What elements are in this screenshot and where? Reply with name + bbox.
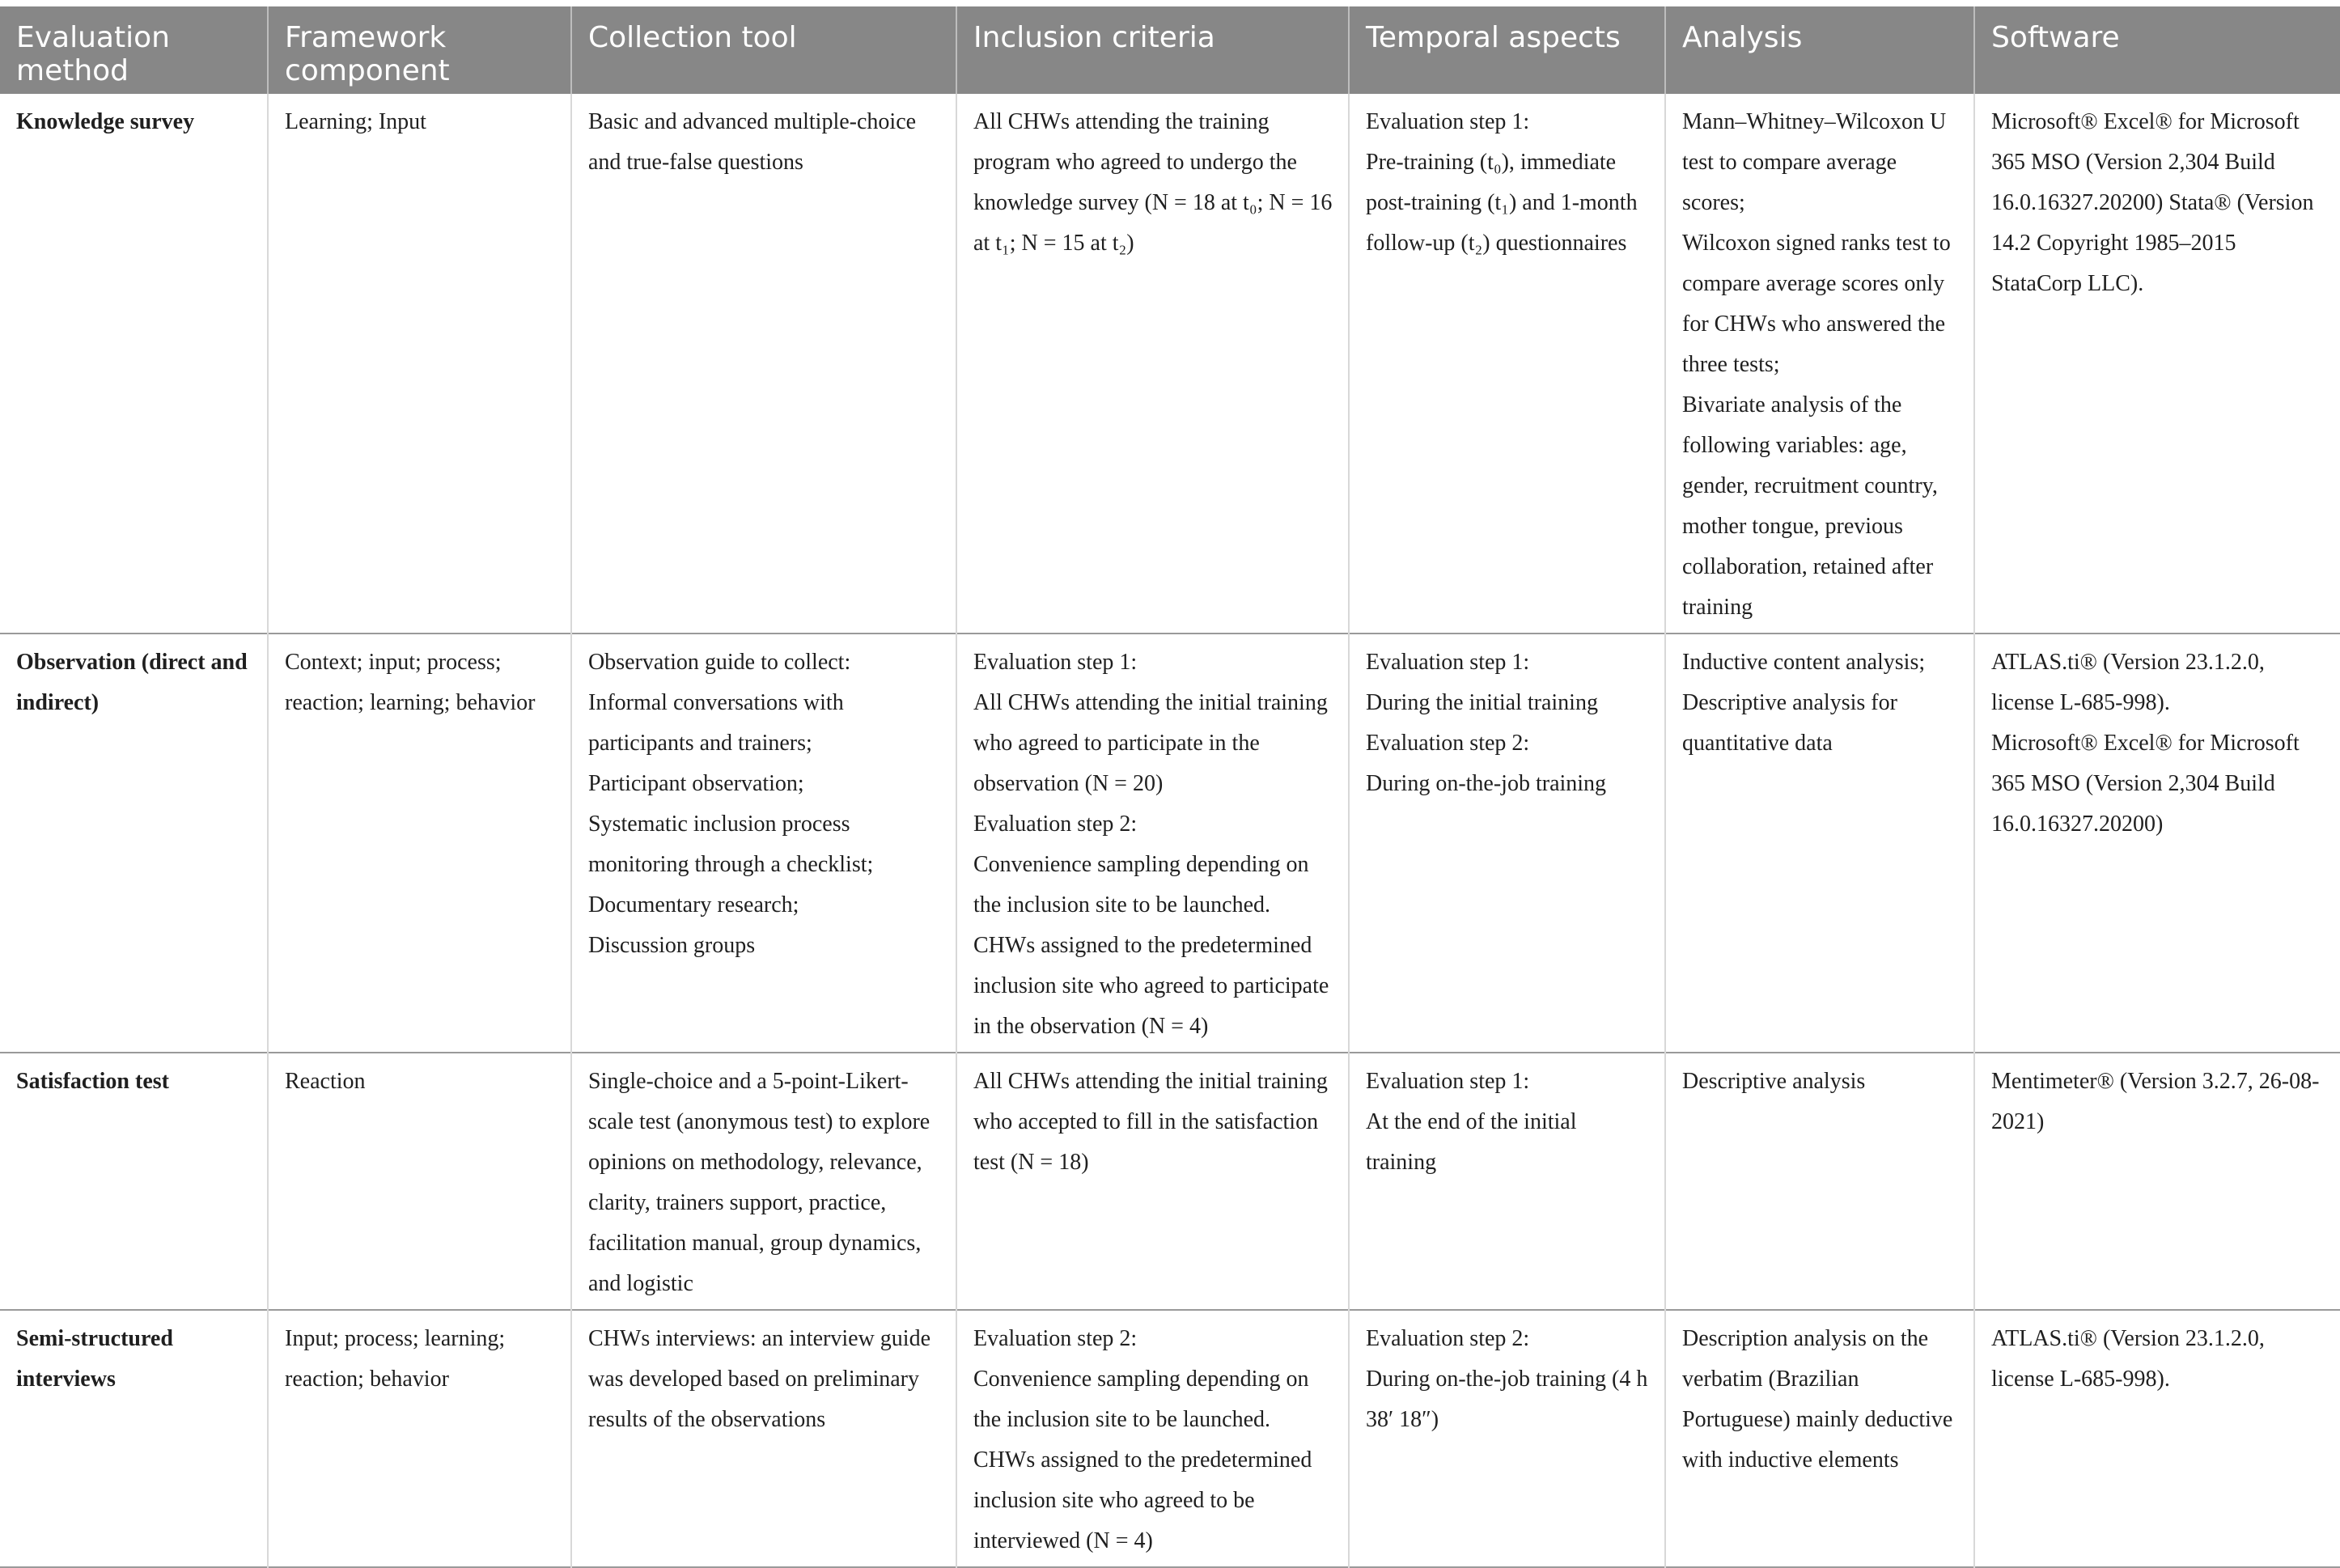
cell-criteria	[956, 634, 1349, 1053]
cell-criteria	[956, 1310, 1349, 1567]
header-software: Software	[1974, 6, 2340, 94]
cell-analysis	[1665, 634, 1974, 1053]
temporal-line: Evaluation step 2:	[1366, 731, 1530, 756]
cell-software	[1974, 1310, 2340, 1567]
cell-method: Knowledge survey	[0, 94, 268, 634]
criteria-line: Convenience sampling depending on the inclusion site to be launched.	[973, 852, 1309, 917]
analysis-line: Bivariate analysis of the following variables: age, gender, recruitment country, mother tongue, previous collaboration, retained after training	[1682, 392, 1938, 620]
cell-method: Observation (direct and indirect)	[0, 634, 268, 1053]
table-body	[0, 94, 2340, 1567]
table-row	[0, 1310, 2340, 1567]
header-evaluation-method: Evaluation method	[0, 6, 268, 94]
cell-tool	[571, 634, 956, 1053]
header-framework-component: Framework component	[268, 6, 571, 94]
tool-line: Informal conversations with participants and trainers;	[588, 690, 844, 756]
software-line: Mentimeter® (Version 3.2.7, 26-08-2021)	[1991, 1069, 2320, 1134]
cell-tool	[571, 1310, 956, 1567]
cell-method: Semi-structured interviews	[0, 1310, 268, 1567]
cell-analysis	[1665, 94, 1974, 634]
tool-line: Basic and advanced multiple-choice and true-false questions	[588, 109, 917, 175]
header-collection-tool: Collection tool	[571, 6, 956, 94]
temporal-line: Evaluation step 1:	[1366, 109, 1530, 134]
cell-tool	[571, 94, 956, 634]
cell-temporal	[1349, 1053, 1665, 1310]
temporal-line: Evaluation step 1:	[1366, 650, 1530, 675]
cell-method: Satisfaction test	[0, 1053, 268, 1310]
cell-component: Context; input; process; reaction; learning; behavior	[268, 634, 571, 1053]
temporal-line: Pre-training (t₀), immediate post-training (t₁) and 1-month follow-up (t₂) questionnaires	[1366, 150, 1638, 256]
cell-component: Learning; Input	[268, 94, 571, 634]
table-row	[0, 94, 2340, 634]
cell-software	[1974, 634, 2340, 1053]
analysis-line: Descriptive analysis for quantitative data	[1682, 690, 1897, 756]
cell-component: Input; process; learning; reaction; behavior	[268, 1310, 571, 1567]
tool-line: Observation guide to collect:	[588, 650, 851, 675]
temporal-line: During on-the-job training	[1366, 771, 1607, 796]
temporal-line: During on-the-job training (4 h 38′ 18″)	[1366, 1367, 1648, 1432]
criteria-line: CHWs assigned to the predetermined inclusion site who agreed to participate in the observation (N = 4)	[973, 933, 1329, 1039]
analysis-line: Inductive content analysis;	[1682, 650, 1926, 675]
temporal-line: Evaluation step 1:	[1366, 1069, 1530, 1094]
criteria-line: All CHWs attending the training program who agreed to undergo the knowledge survey (N = 18 at t₀; N = 16 at t₁; N = 15 at t₂)	[973, 109, 1333, 256]
cell-temporal	[1349, 94, 1665, 634]
cell-temporal	[1349, 1310, 1665, 1567]
analysis-line: Descriptive analysis	[1682, 1069, 1866, 1094]
tool-line: Single-choice and a 5-point-Likert-scale test (anonymous test) to explore opinions on methodology, relevance, clarity, trainers support, practice, facilitation manual, group dynamics, and logistic	[588, 1069, 930, 1296]
software-line: ATLAS.ti® (Version 23.1.2.0, license L-685-998).	[1991, 1326, 2265, 1392]
temporal-line: At the end of the initial training	[1366, 1109, 1577, 1175]
criteria-line: Evaluation step 2:	[973, 1326, 1138, 1351]
table-row	[0, 1053, 2340, 1310]
evaluation-methods-table	[0, 6, 2340, 1568]
software-line: ATLAS.ti® (Version 23.1.2.0, license L-685-998).	[1991, 650, 2265, 715]
tool-line: Participant observation;	[588, 771, 804, 796]
tool-line: CHWs interviews: an interview guide was developed based on preliminary results of the observations	[588, 1326, 931, 1432]
cell-criteria	[956, 1053, 1349, 1310]
analysis-line: Mann–Whitney–Wilcoxon U test to compare average scores;	[1682, 109, 1947, 215]
software-line: Microsoft® Excel® for Microsoft 365 MSO (Version 2,304 Build 16.0.16327.20200)	[1991, 731, 2300, 837]
header-temporal-aspects: Temporal aspects	[1349, 6, 1665, 94]
criteria-line: All CHWs attending the initial training who agreed to participate in the observation (N = 20)	[973, 690, 1328, 796]
criteria-line: CHWs assigned to the predetermined inclusion site who agreed to be interviewed (N = 4)	[973, 1447, 1312, 1553]
tool-line: Systematic inclusion process monitoring through a checklist;	[588, 812, 874, 877]
tool-line: Documentary research;	[588, 892, 799, 917]
criteria-line: Convenience sampling depending on the inclusion site to be launched.	[973, 1367, 1309, 1432]
table-row	[0, 634, 2340, 1053]
header-analysis: Analysis	[1665, 6, 1974, 94]
header-row	[0, 6, 2340, 94]
header-inclusion-criteria: Inclusion criteria	[956, 6, 1349, 94]
criteria-line: All CHWs attending the initial training who accepted to fill in the satisfaction test (N = 18)	[973, 1069, 1328, 1175]
cell-software	[1974, 94, 2340, 634]
software-line: Microsoft® Excel® for Microsoft 365 MSO (Version 2,304 Build 16.0.16327.20200) Stata® (Version 14.2 Copyright 1985–2015 StataCorp LLC).	[1991, 109, 2314, 296]
temporal-line: During the initial training	[1366, 690, 1598, 715]
criteria-line: Evaluation step 1:	[973, 650, 1138, 675]
cell-analysis	[1665, 1053, 1974, 1310]
analysis-line: Description analysis on the verbatim (Brazilian Portuguese) mainly deductive with inductive elements	[1682, 1326, 1953, 1473]
cell-criteria	[956, 94, 1349, 634]
cell-software	[1974, 1053, 2340, 1310]
cell-analysis	[1665, 1310, 1974, 1567]
cell-temporal	[1349, 634, 1665, 1053]
temporal-line: Evaluation step 2:	[1366, 1326, 1530, 1351]
analysis-line: Wilcoxon signed ranks test to compare average scores only for CHWs who answered the three tests;	[1682, 231, 1951, 377]
cell-component: Reaction	[268, 1053, 571, 1310]
cell-tool	[571, 1053, 956, 1310]
criteria-line: Evaluation step 2:	[973, 812, 1138, 837]
tool-line: Discussion groups	[588, 933, 756, 958]
